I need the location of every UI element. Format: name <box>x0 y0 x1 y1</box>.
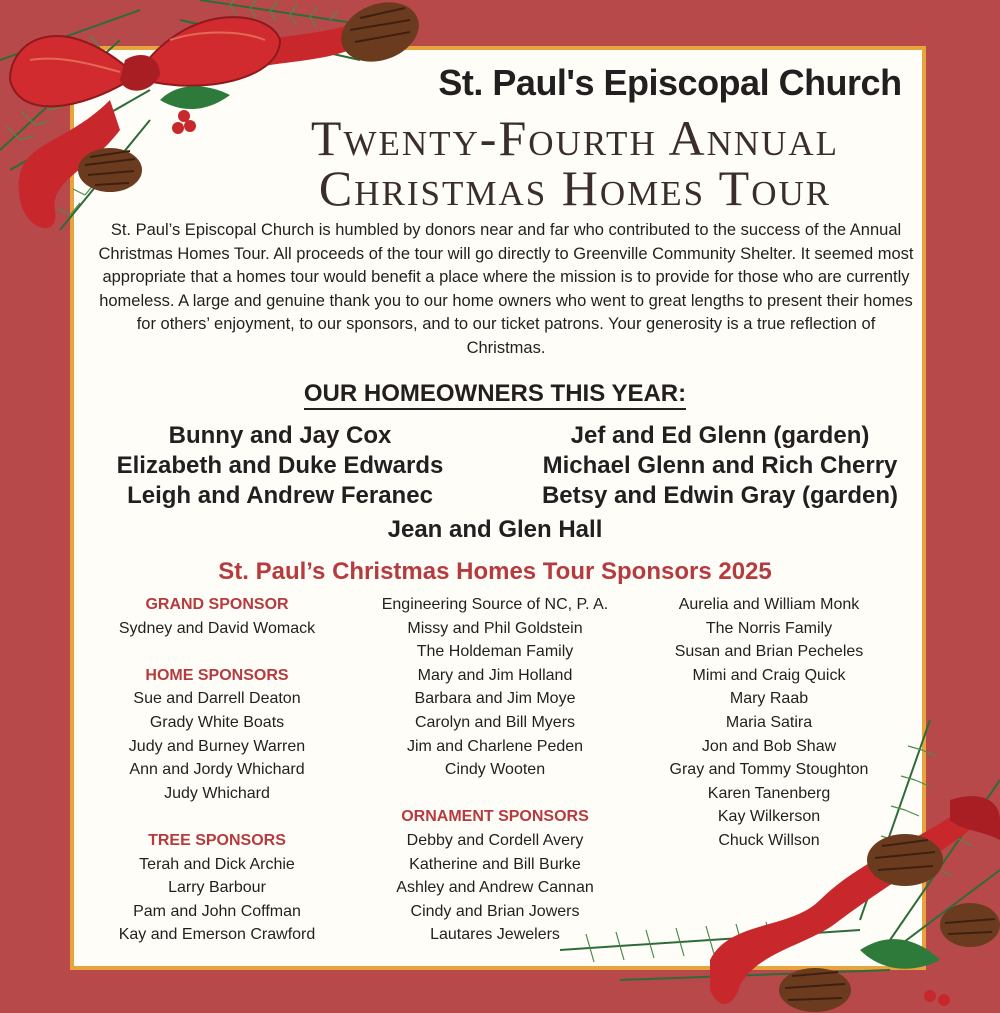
sponsor-name: Sue and Darrell Deaton <box>133 690 301 708</box>
sponsor-name: The Holdeman Family <box>416 643 574 661</box>
sponsor-name: Cindy Wooten <box>444 761 546 779</box>
sponsor-category-heading: HOME SPONSORS <box>145 666 289 684</box>
sponsor-name: Jon and Bob Shaw <box>701 737 837 755</box>
sponsor-name: Lautares Jewelers <box>430 926 560 944</box>
spacer <box>82 805 352 829</box>
sponsor-category-heading: GRAND SPONSOR <box>145 596 289 613</box>
sponsor-name: Susan and Brian Pecheles <box>674 643 864 661</box>
homeowner-name: Bunny and Jay Cox <box>168 422 392 449</box>
sponsor-name: Missy and Phil Goldstein <box>407 619 583 637</box>
homeowner-name: Michael Glenn and Rich Cherry <box>542 452 898 479</box>
sponsor-column-3 <box>634 593 904 853</box>
sponsor-column-1 <box>82 593 352 947</box>
homeowner-name: Jean and Glen Hall <box>387 516 603 543</box>
homeowner-name: Elizabeth and Duke Edwards <box>116 452 444 479</box>
homeowner-name: Jef and Ed Glenn (garden) <box>570 422 870 449</box>
sponsor-name: The Norris Family <box>705 619 833 637</box>
sponsor-name: Ashley and Andrew Cannan <box>396 879 594 897</box>
sponsor-name: Larry Barbour <box>168 879 266 897</box>
sponsor-name: Jim and Charlene Peden <box>406 737 584 755</box>
sponsor-category-heading: TREE SPONSORS <box>148 831 286 849</box>
sponsor-name: Grady White Boats <box>149 713 285 731</box>
sponsor-name: Gray and Tommy Stoughton <box>669 761 869 779</box>
sponsor-name: Kay and Emerson Crawford <box>118 926 316 944</box>
sponsor-name: Maria Satira <box>725 713 813 731</box>
sponsor-name: Karen Tanenberg <box>707 784 831 802</box>
church-name-heading: St. Paul's Episcopal Church <box>438 62 902 103</box>
sponsor-name: Chuck Willson <box>718 831 820 849</box>
sponsor-name: Barbara and Jim Moye <box>414 690 576 708</box>
sponsor-name: Kay Wilkerson <box>717 808 821 826</box>
sponsor-name: Engineering Source of NC, P. A. <box>381 596 609 613</box>
homeowner-name: Leigh and Andrew Feranec <box>127 482 433 509</box>
tour-title-line-1: Twenty-Fourth Annual <box>310 110 840 166</box>
homeowner-name: Betsy and Edwin Gray (garden) <box>541 482 899 509</box>
intro-paragraph: St. Paul’s Episcopal Church is humbled by donors near and far who contributed to the success of the Annual Christmas Homes Tour. All proceeds of the tour will go directly to Greenville Community Shelter. It seemed most appropriate that a homes tour would benefit a place where the mission is to provide for those who are currently homeless. A large and genuine thank you to our home owners who went to great lengths to present their homes for others’ enjoyment, to our sponsors, and to our ticket patrons. Your generosity is a true reflection of Christmas. <box>98 221 914 357</box>
spacer <box>360 782 630 806</box>
tour-title-line-2: Christmas Homes Tour <box>318 160 832 216</box>
sponsors-title: St. Paul’s Christmas Homes Tour Sponsors 2025 <box>218 558 772 585</box>
sponsor-name: Mary Raab <box>729 690 809 708</box>
sponsor-category-heading: ORNAMENT SPONSORS <box>401 808 589 826</box>
sponsor-name: Debby and Cordell Avery <box>406 831 584 849</box>
sponsor-name: Judy and Burney Warren <box>128 737 306 755</box>
homeowners-heading-text: OUR HOMEOWNERS THIS YEAR: <box>304 380 686 410</box>
sponsor-name: Carolyn and Bill Myers <box>414 713 576 731</box>
sponsor-name: Judy Whichard <box>164 784 270 802</box>
sponsor-name: Sydney and David Womack <box>118 619 316 637</box>
sponsor-name: Aurelia and William Monk <box>678 596 860 613</box>
spacer <box>82 640 352 664</box>
sponsor-name: Katherine and Bill Burke <box>409 855 581 873</box>
sponsor-name: Cindy and Brian Jowers <box>410 902 580 920</box>
sponsor-name: Ann and Jordy Whichard <box>129 761 305 779</box>
homeowners-heading <box>0 380 990 408</box>
sponsor-name: Mimi and Craig Quick <box>692 666 846 684</box>
sponsor-column-2 <box>360 593 630 947</box>
holly-icon <box>860 939 950 1006</box>
sponsor-name: Mary and Jim Holland <box>417 666 573 684</box>
sponsor-name: Terah and Dick Archie <box>139 855 295 873</box>
sponsor-name: Pam and John Coffman <box>133 902 301 920</box>
